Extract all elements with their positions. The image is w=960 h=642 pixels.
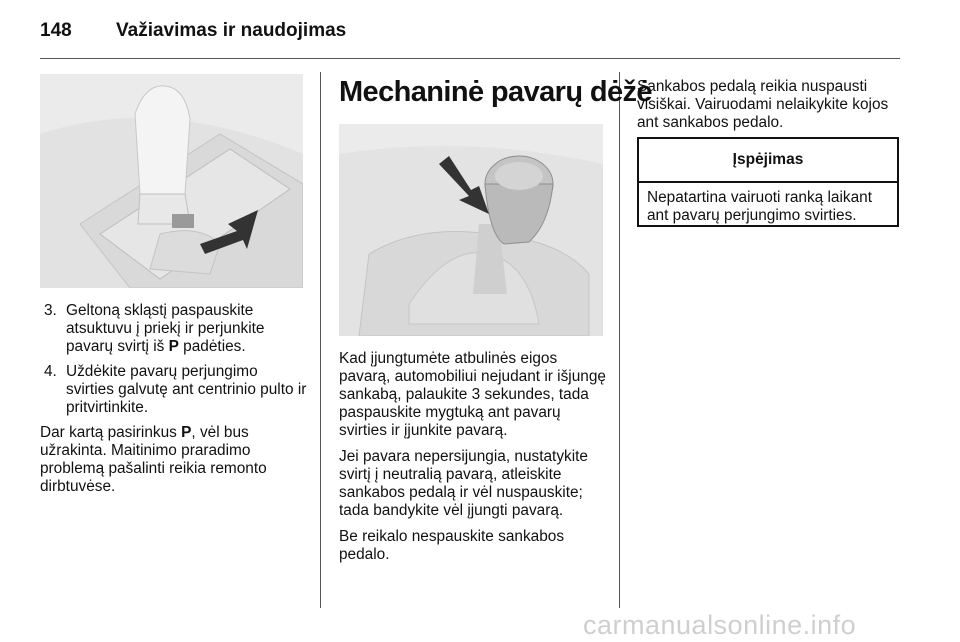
warning-box: [637, 137, 899, 227]
column-divider-left: [320, 72, 321, 608]
watermark: carmanualsonline.info: [583, 610, 857, 640]
middle-paragraph: Kad įjungtumėte atbulinės eigos pavarą, automobiliui nejudant ir išjungę sankabą, palaukite 3 sekundes, tada paspauskite mygtuką ant pavarų svirties ir įjunkite pavarą.: [339, 350, 606, 439]
header-rule: [40, 58, 900, 59]
middle-paragraph: Be reikalo nespauskite sankabos pedalo.: [339, 528, 565, 563]
warning-text: Nepatartina vairuoti ranką laikant ant pavarų perjungimo svirties.: [647, 189, 872, 224]
right-column-text: [637, 78, 903, 140]
middle-column-text: [339, 350, 609, 572]
manual-gear-knob-illustration: [339, 124, 603, 336]
steps-list: [40, 302, 308, 417]
page-header: [40, 16, 900, 46]
right-paragraph: Sankabos pedalą reikia nuspausti visiškai. Vairuodami nelaikykite kojos ant sankabos pedalo.: [637, 78, 889, 131]
column-divider-right: [619, 72, 620, 608]
list-item: 4. Uždėkite pavarų perjungimo svirties galvutę ant centrinio pulto ir pritvirtinkite.: [44, 363, 307, 416]
page-number: 148: [40, 20, 72, 41]
list-item: 3. Geltoną skląstį paspauskite atsuktuvu į priekį ir perjunkite pavarų svirtį iš P padėties.: [44, 302, 265, 355]
middle-paragraph: Jei pavara nepersijungia, nustatykite svirtį į neutralią pavarą, atleiskite sankabos pedalą ir vėl nuspauskite; tada bandykite vėl įjungti pavarą.: [339, 448, 588, 519]
section-title: Mechaninė pavarų dėžė: [339, 76, 652, 108]
left-paragraph: Dar kartą pasirinkus P, vėl bus užrakinta. Maitinimo praradimo problemą pašalinti reikia remonto dirbtuvėse.: [40, 424, 267, 495]
page-title: Važiavimas ir naudojimas: [116, 20, 347, 41]
selector-lever-illustration: [40, 74, 303, 288]
left-column-text: [40, 302, 308, 504]
warning-title: Įspėjimas: [639, 139, 897, 183]
